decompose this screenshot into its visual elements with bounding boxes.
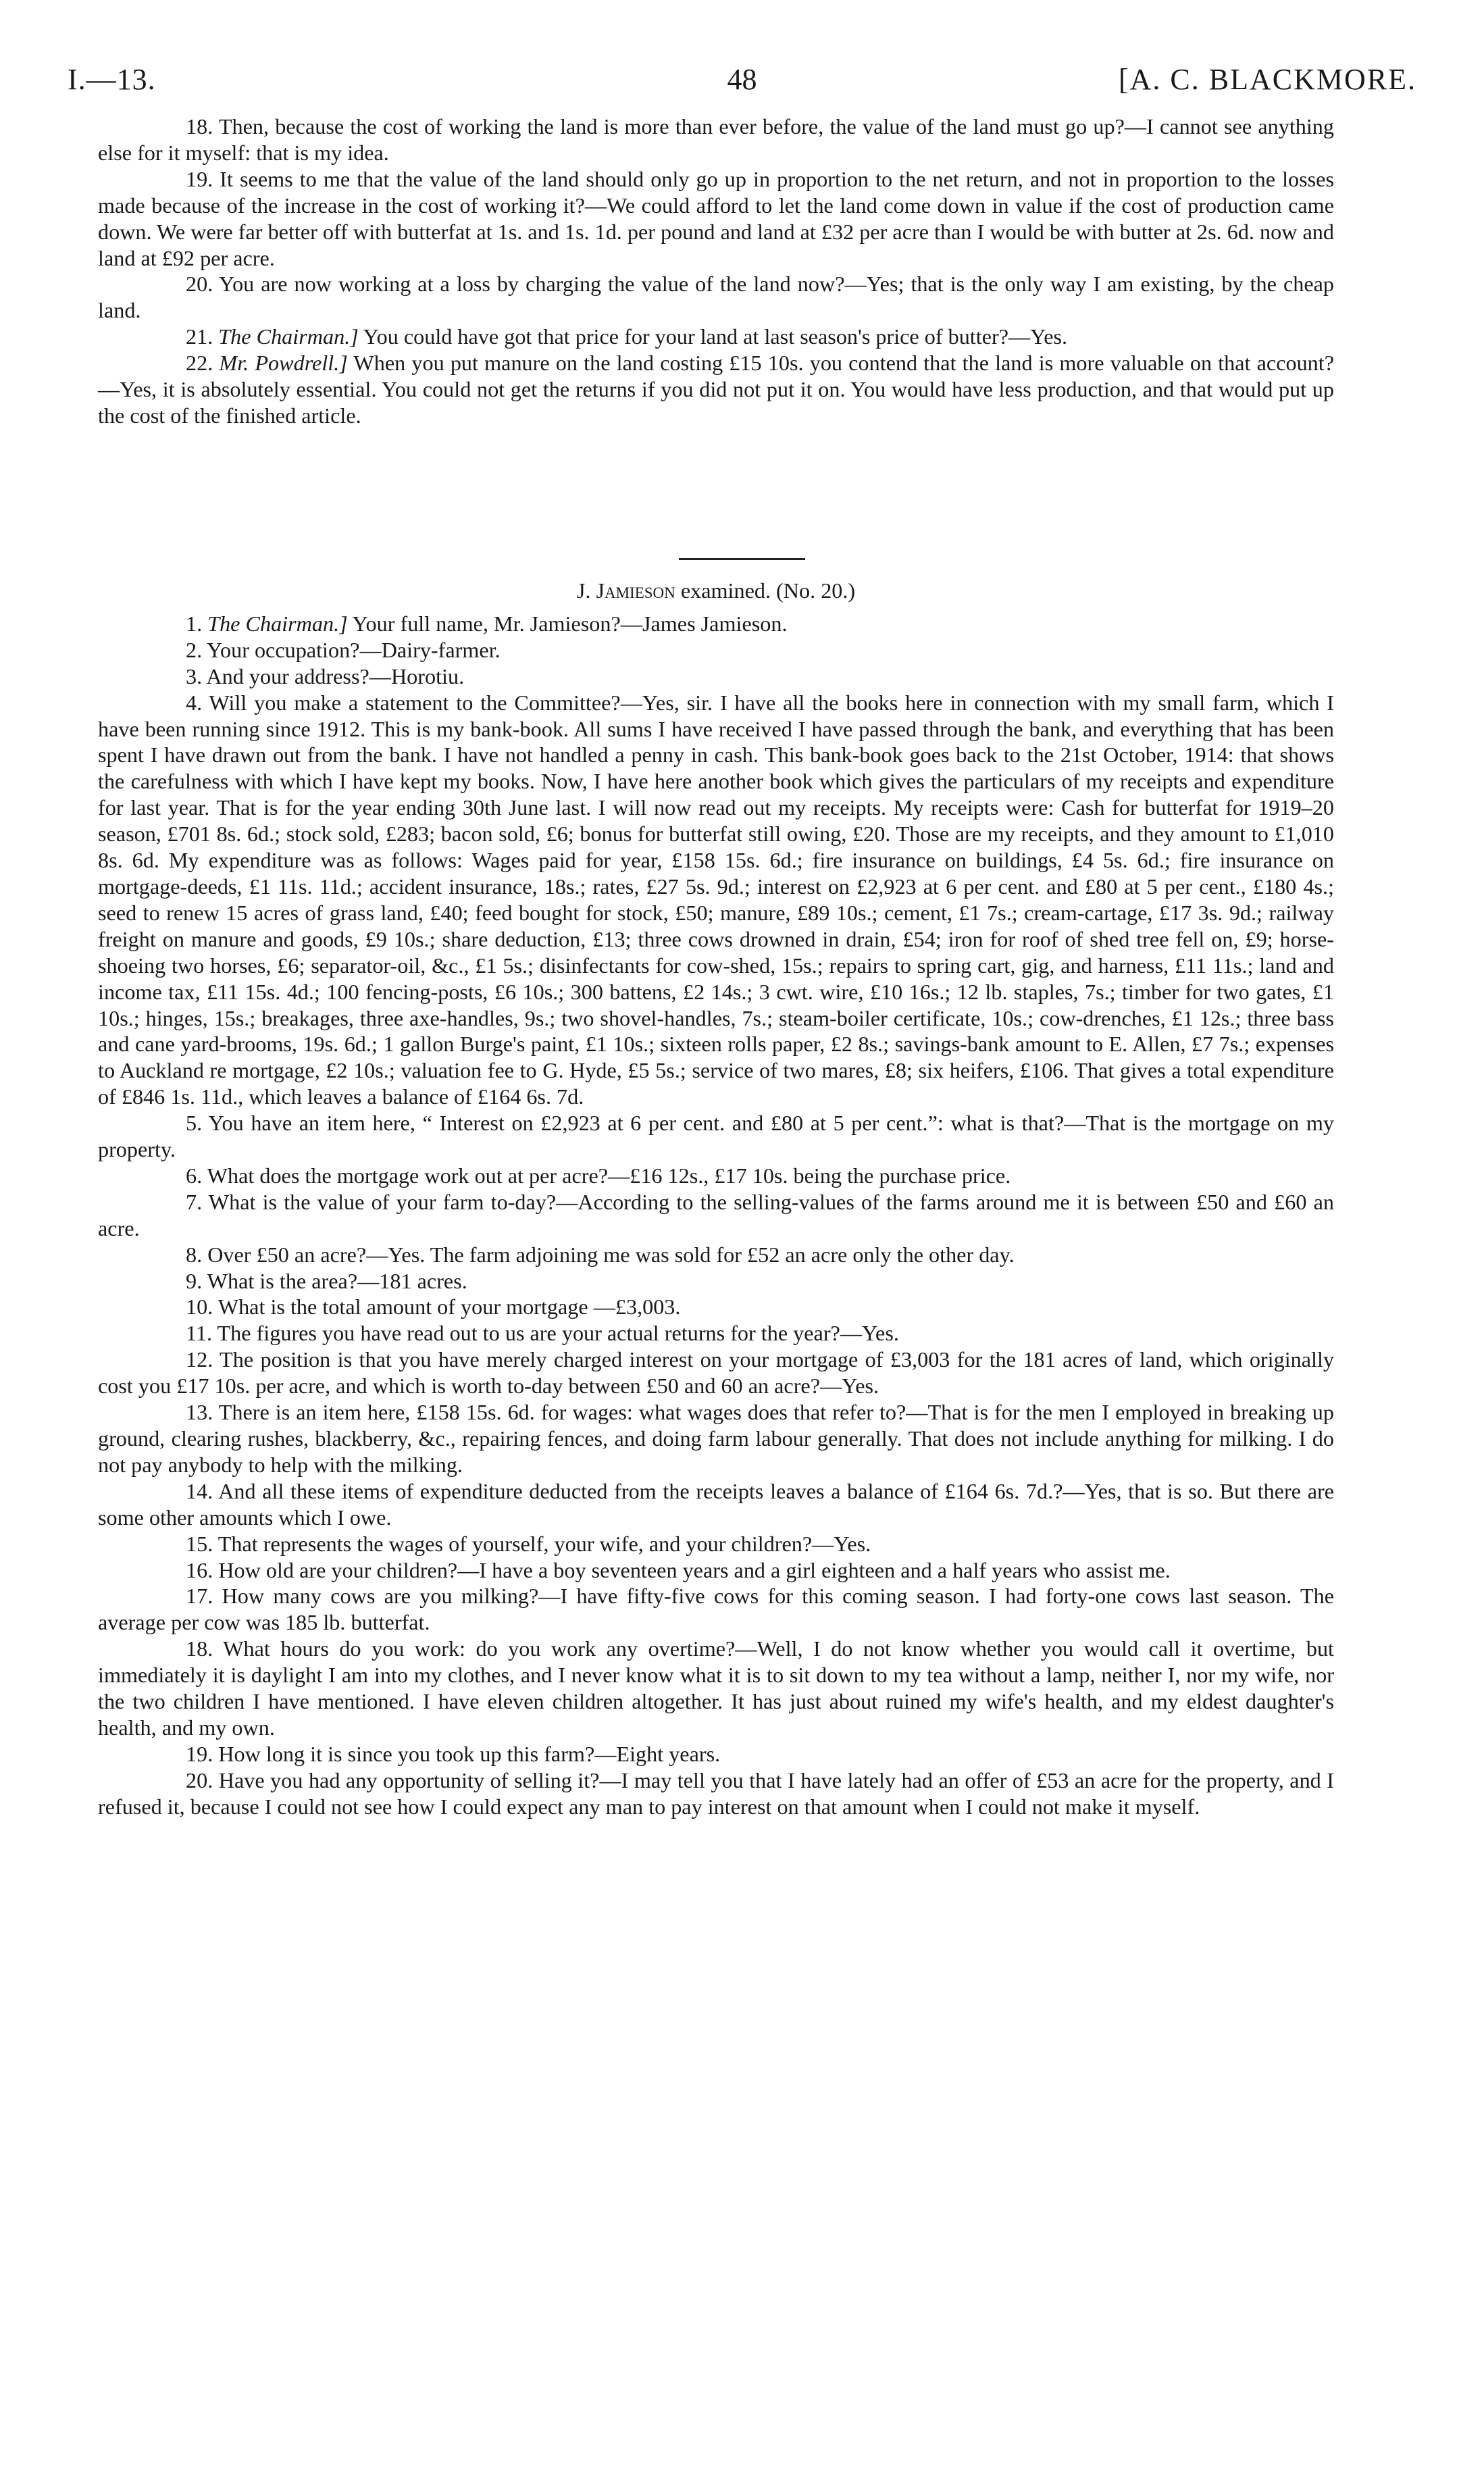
testimony-paragraph: 20. Have you had any opportunity of selling it?—I may tell you that I have lately had an offer of £53 an acre for the property, and I refused it, because I could not see how I could expect any man to pay interest on that amount when I could not make it myself. bbox=[98, 1767, 1334, 1819]
page-header bbox=[68, 62, 1416, 109]
testimony-paragraph: 3. And your address?—Horotiu. bbox=[186, 663, 465, 688]
question-number: 21. bbox=[186, 324, 213, 349]
section-heading bbox=[98, 578, 1334, 604]
testimony-text: Your full name, Mr. Jamieson?—James Jamieson. bbox=[352, 611, 788, 636]
testimony-paragraph: 19. How long it is since you took up this farm?—Eight years. bbox=[186, 1741, 721, 1766]
parliamentary-paper-reference: I.—13. bbox=[68, 63, 156, 96]
speaker-label: The Chairman.] bbox=[218, 324, 359, 349]
testimony-paragraph bbox=[98, 324, 1334, 350]
blackmore-evidence-continued bbox=[98, 114, 1334, 429]
testimony-paragraph: 20. You are now working at a loss by charging the value of the land now?—Yes; that is the only way I am existing, by the cheap land. bbox=[98, 272, 1334, 323]
testimony-paragraph: 17. How many cows are you milking?—I have fifty-five cows for this coming season. I had forty-one cows last season. The average per cow was 185 lb. butterfat. bbox=[98, 1584, 1334, 1635]
testimony-paragraph: 8. Over £50 an acre?—Yes. The farm adjoining me was sold for £52 an acre only the other day. bbox=[186, 1242, 1015, 1267]
testimony-paragraph: 4. Will you make a statement to the Committee?—Yes, sir. I have all the books here in connection with my small farm, which I have been running since 1912. This is my bank-book. All sums I have received I have passed through the bank, and everything that has been spent I have drawn out from the bank. I have not handled a penny in cash. This bank-book goes back to the 21st October, 1914: that shows the carefulness with which I have kept my books. Now, I have here another book which gives the particulars of my receipts and expenditure for last year. That is for the year ending 30th June last. I will now read out my receipts. My receipts were: Cash for butterfat for 1919–20 season, £701 8s. 6d.; stock sold, £283; bacon sold, £6; bonus for butterfat still owing, £20. Those are my receipts, and they amount to £1,010 8s. 6d. My expenditure was as follows: Wages paid for year, £158 15s. 6d.; fire insurance on buildings, £4 5s. 6d.; fire insurance on mortgage-deeds, £1 11s. 11d.; accident insurance, 18s.; rates, £27 5s. 9d.; interest on £2,923 at 6 per cent. and £80 at 5 per cent., £180 4s.; seed to renew 15 acres of grass land, £40; feed bought for stock, £50; manure, £89 10s.; cement, £1 7s.; cream-cartage, £17 3s. 9d.; railway freight on manure and goods, £9 10s.; share deduction, £13; three cows drowned in drain, £54; iron for roof of shed tree fell on, £9; horse-shoeing two horses, £6; separator-oil, &c., £1 5s.; disinfectants for cow-shed, 15s.; repairs to spring cart, gig, and harness, £11 11s.; land and income tax, £11 15s. 4d.; 100 fencing-posts, £6 10s.; 300 battens, £2 14s.; 3 cwt. wire, £10 16s.; 12 lb. staples, 7s.; timber for two gates, £1 10s.; hinges, 15s.; breakages, three axe-handles, 9s.; two shovel-handles, 7s.; steam-boiler certificate, 10s.; cow-drenches, £1 12s.; three bass and cane yard-brooms, 19s. 6d.; 1 gallon Burge's paint, £1 10s.; sixteen rolls paper, £2 8s.; savings-bank amount to E. Allen, £7 7s.; expenses to Auckland re mortgage, £2 10s.; valuation fee to G. Hyde, £5 5s.; service of two mares, £8; six heifers, £106. That gives a total expenditure of £846 1s. 11d., which leaves a balance of £164 6s. 7d. bbox=[98, 690, 1334, 1109]
testimony-paragraph: 16. How old are your children?—I have a boy seventeen years and a girl eighteen and a half years who assist me. bbox=[186, 1557, 1171, 1582]
testimony-paragraph: 9. What is the area?—181 acres. bbox=[186, 1268, 467, 1293]
page-number: 48 bbox=[727, 63, 757, 96]
testimony-paragraph: 14. And all these items of expenditure deducted from the receipts leaves a balance of £164 6s. 7d.?—Yes, that is so. But there are some other amounts which I owe. bbox=[98, 1478, 1334, 1530]
testimony-paragraph: 10. What is the total amount of your mortgage —£3,003. bbox=[186, 1294, 681, 1319]
testimony-paragraph: 18. What hours do you work: do you work any overtime?—Well, I do not know whether you would call it overtime, but immediately it is daylight I am into my clothes, and I never know what it is to sit down to my tea without a lamp, neither I, nor my wife, nor the two children I have mentioned. I have eleven children altogether. It has just about ruined my wife's health, and my eldest daughter's health, and my own. bbox=[98, 1636, 1334, 1740]
testimony-paragraph: 13. There is an item here, £158 15s. 6d. for wages: what wages does that refer to?—That is for the men I employed in breaking up ground, clearing rushes, blackberry, &c., repairing fences, and doing farm labour generally. That does not include anything for milking. I do not pay anybody to help with the milking. bbox=[98, 1400, 1334, 1477]
speaker-label: The Chairman.] bbox=[207, 611, 348, 636]
witness-running-head: [A. C. BLACKMORE. bbox=[1118, 63, 1416, 96]
testimony-paragraph: 6. What does the mortgage work out at per acre?—£16 12s., £17 10s. being the purchase price. bbox=[186, 1163, 1011, 1188]
heading-suffix: examined. (No. 20.) bbox=[680, 578, 856, 603]
testimony-paragraph bbox=[98, 611, 1334, 637]
testimony-paragraph: 7. What is the value of your farm to-day?—According to the selling-values of the farms around me it is between £50 and £60 an acre. bbox=[98, 1189, 1334, 1240]
testimony-text: You could have got that price for your land at last season's price of butter?—Yes. bbox=[363, 324, 1068, 349]
jamieson-evidence bbox=[98, 578, 1334, 1820]
testimony-paragraph: 18. Then, because the cost of working the land is more than ever before, the value of the land must go up?—I cannot see anything else for it myself: that is my idea. bbox=[98, 114, 1334, 165]
section-divider bbox=[679, 558, 805, 560]
testimony-paragraph bbox=[98, 350, 1334, 429]
witness-name: J. Jamieson bbox=[576, 578, 675, 603]
testimony-paragraph: 15. That represents the wages of yourself, your wife, and your children?—Yes. bbox=[186, 1531, 871, 1556]
testimony-paragraph: 12. The position is that you have merely charged interest on your mortgage of £3,003 for the 181 acres of land, which originally cost you £17 10s. per acre, and which is worth to-day between £50 and 60 an acre?—Yes. bbox=[98, 1347, 1334, 1399]
question-number: 22. bbox=[186, 351, 213, 376]
testimony-paragraph: 5. You have an item here, “ Interest on £2,923 at 6 per cent. and £80 at 5 per cent.”: what is that?—That is the mortgage on my property. bbox=[98, 1111, 1334, 1162]
speaker-label: Mr. Powdrell.] bbox=[219, 351, 348, 376]
testimony-paragraph: 19. It seems to me that the value of the land should only go up in proportion to the net return, and not in proportion to the losses made because of the increase in the cost of working it?—We could afford to let the land come down in value if the cost of production came down. We were far better off with butterfat at 1s. and 1s. 1d. per pound and land at £32 per acre than I would be with butter at 2s. 6d. now and land at £92 per acre. bbox=[98, 166, 1334, 270]
testimony-paragraph: 11. The figures you have read out to us are your actual returns for the year?—Yes. bbox=[186, 1321, 899, 1346]
question-number: 1. bbox=[186, 611, 203, 636]
testimony-paragraph: 2. Your occupation?—Dairy-farmer. bbox=[186, 637, 501, 662]
testimony-text: When you put manure on the land costing £15 10s. you contend that the land is more valuable on that account?—Yes, it is absolutely essential. You could not get the returns if you did not put it on. You would have less production, and that would put up the cost of the finished article. bbox=[98, 351, 1335, 428]
